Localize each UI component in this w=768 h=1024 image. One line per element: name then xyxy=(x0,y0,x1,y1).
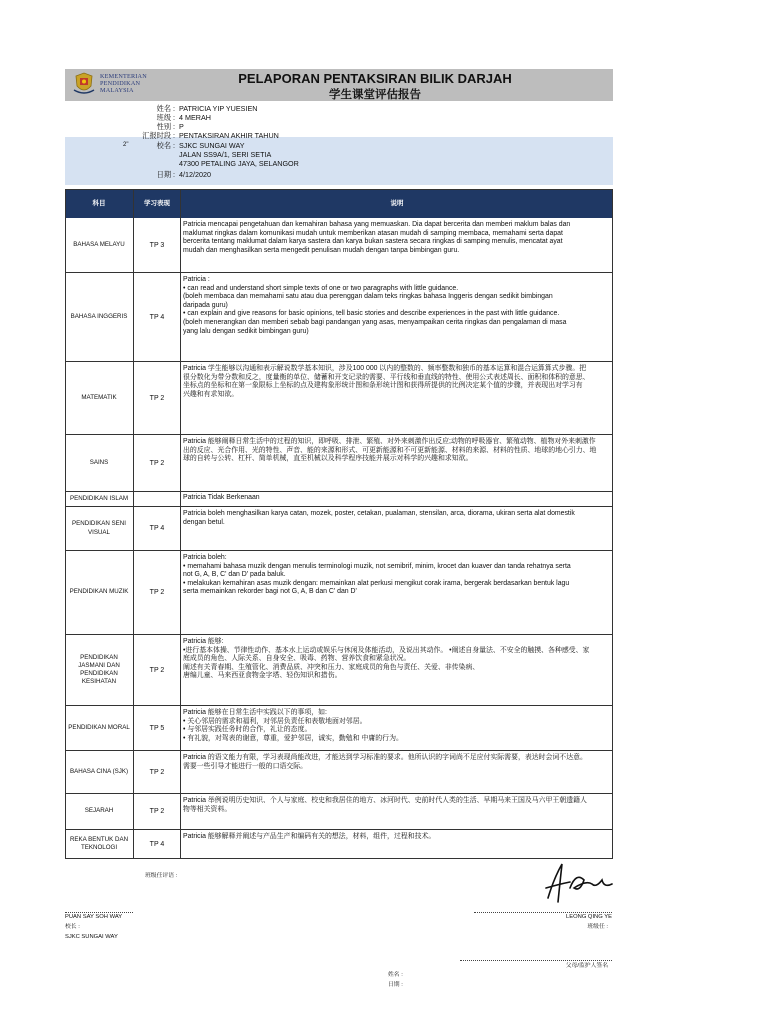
class-label: 班级 : xyxy=(156,113,175,122)
description-cell: Patricia 举例说明历史知识、个人与家庭、校史和我居住的地方、冰河时代、史前时代人类的生活、早期马来王国及马六甲王朝遗籍人 物等相关资料。 xyxy=(183,797,587,813)
table-row xyxy=(65,706,613,751)
header-description: 说明 xyxy=(390,200,404,207)
performance-level-cell: TP 2 xyxy=(149,589,165,596)
class-teacher-name: LEONG QING YE xyxy=(566,914,612,920)
description-cell: Patricia 学生能够以沟通和表示解说数学基本知识，涉及100 000 以内的整数的、频率整数和独币的基本运算和混合运算算式步骤。把 很分数化为带分数和反之，度量衡的单位、储蓄和开支记录的需要、平行线和垂直线的特性、使用公式表述周长、面积和体积的意思、 坐标点的坐标和在第一象限标上坐标的点及建构象形统计图和条形统计图和获得所提供的比例决定某个值的步骤，并表现出对学习有 兴趣和有求知欲。 xyxy=(183,365,590,398)
ministry-name: KEMENTERIAN PENDIDIKAN MALAYSIA xyxy=(100,73,147,94)
report-date: 4/12/2020 xyxy=(179,170,211,179)
head-signature-line xyxy=(65,912,133,913)
column-divider xyxy=(180,189,181,859)
header-performance: 学习表现 xyxy=(144,200,170,207)
ministry-crest-icon xyxy=(73,72,95,96)
subject-cell: SAINS xyxy=(89,458,109,466)
subject-cell: BAHASA INGGERIS xyxy=(70,312,128,320)
student-gender: P xyxy=(179,122,184,131)
table-row xyxy=(65,218,613,273)
school-name: SJKC SUNGAI WAY xyxy=(179,141,245,150)
report-header xyxy=(65,69,613,185)
head-teacher-school: SJKC SUNGAI WAY xyxy=(65,934,118,940)
performance-level-cell: TP 2 xyxy=(149,666,165,674)
table-row xyxy=(65,751,613,794)
school-label: 校名 : xyxy=(156,141,175,150)
class-teacher-role: 班级任 : xyxy=(587,924,608,930)
performance-level-cell: TP 2 xyxy=(149,394,165,402)
subject-cell: BAHASA MELAYU xyxy=(73,240,125,248)
school-address-2: 47300 PETALING JAYA, SELANGOR xyxy=(179,159,299,168)
student-name: PATRICIA YIP YUESIEN xyxy=(179,104,258,113)
name-label: 姓名 : xyxy=(156,104,175,113)
description-cell: Patricia 能够: •进行基本体操、节律性动作、基本水上运动或娱乐与休闲及体能活动，及说出其动作。 •阐述自身量法、不安全的触摸、各种感受、家 庭成员的角色、人际关系、自身安全、吸毒、药物、营养饮食和紧急状况。 阐述有关青春期、生殖管化、消费品质、冲突和压力、家庭成员的角色与责任、关爱、非传染病、 唐编儿童、马来西亚食物金字塔、轻伤知识和措伤。 xyxy=(183,638,590,680)
marker-text: 2" xyxy=(123,142,129,148)
description-cell: Patricia boleh menghasilkan karya catan, mozek, poster, cetakan, pualaman, stensilan, arca, diorama, ukiran serta alat domestik dengan betul. xyxy=(183,510,575,526)
description-cell: Patricia 能够在日常生活中实践以下的事项，如: • 关心邻居的需求和福利，对邻居负责任和表敬地面对邻居。 • 与邻居实践任务时的合作，礼让的态度。 • 有礼貌，对驾表的谢意，尊重，爱护邻居，诚实，勤勉和 中庸的行为。 xyxy=(183,709,403,742)
table-row xyxy=(65,435,613,492)
subject-cell: SEJARAH xyxy=(84,807,114,815)
parent-signature-label: 父母/监护人签名 xyxy=(565,963,608,969)
sign-date-label: 日期 : xyxy=(388,982,403,988)
table-row xyxy=(65,830,613,859)
report-period: PENTAKSIRAN AKHIR TAHUN xyxy=(179,131,279,140)
subject-cell: BAHASA CINA (SJK) xyxy=(69,767,129,775)
description-cell: Patricia boleh: • memahami bahasa muzik dengan menulis terminologi muzik, not semibrif, minim, krocet dan kuaver dan tanda rehatnya serta not G, A, B, C' dan D' pada baluk. • melakukan kemahiran asas muzik dengan: memainkan alat perkusi mengikut corak irama, bergerak berdasarkan bentuk lagu serta memainkan rekorder bagi not G, A, B dan C' dan D' xyxy=(183,554,571,596)
performance-level-cell: TP 4 xyxy=(149,840,165,848)
column-divider xyxy=(65,189,66,859)
column-divider xyxy=(612,189,613,859)
table-row xyxy=(65,794,613,830)
table-row xyxy=(65,635,613,706)
school-address-1: JALAN SS9A/1, SERI SETIA xyxy=(179,150,272,159)
performance-level-cell: TP 4 xyxy=(149,525,165,532)
date-label: 日期 : xyxy=(156,170,175,179)
period-label: 汇报时段 : xyxy=(142,131,175,140)
table-header xyxy=(65,189,613,218)
performance-level-cell: TP 3 xyxy=(149,241,165,249)
table-row xyxy=(65,551,613,635)
table-row xyxy=(65,492,613,507)
performance-level-cell: TP 2 xyxy=(149,459,165,467)
table-row xyxy=(65,507,613,551)
table-top-border xyxy=(65,189,613,190)
description-cell: Patricia Tidak Berkenaan xyxy=(183,494,260,501)
subject-cell: PENDIDIKAN ISLAM xyxy=(69,494,129,502)
description-cell: Patricia 的语文能力有限，学习表现尚能改进，才能达到学习标准的要求。他所认识的字词尚不足应付实际需要，表达时会词不达意。 需要一些引导才能进行一般的口语交际。 xyxy=(183,754,587,770)
parent-signature-line xyxy=(460,960,612,961)
description-cell: Patricia : • can read and understand short simple texts of one or two paragraphs with little guidance. (boleh membaca dan memahami satu atau dua perenggan dalam teks ringkas bahasa Inggeris dengan sedikit bimbingan daripada guru) • can explain and give reasons for basic opinions, tell basic stories and describe experiences in the past with little guidance. (boleh menerangkan dan memberi sebab bagi pandangan yang asas, menyampaikan cerita ringkas dan pengalaman di masa yang lalu dengan sedikit bimbingan guru) xyxy=(183,276,567,335)
subject-cell: PENDIDIKAN JASMANI DAN PENDIDIKAN KESIHATAN xyxy=(78,653,120,686)
report-title-malay: PELAPORAN PENTAKSIRAN BILIK DARJAH xyxy=(238,71,512,86)
assessment-table xyxy=(65,189,613,859)
teacher-signature-icon xyxy=(540,858,620,908)
performance-level-cell: TP 2 xyxy=(149,768,165,776)
teacher-signature-line xyxy=(474,912,612,913)
description-cell: Patricia 能够解释并阐述与产品生产和编码有关的想法，材料，组件，过程和技术。 xyxy=(183,833,436,840)
description-cell: Patricia 能够阐释日常生活中的过程的知识，即呼吸、排泄、繁殖、对外来刺激作出反应;动物的呼吸器官、繁殖动物、植物对外来刺激作 出的反应、光合作用、光的特性、声音、能的来源和形式、可更新能源和不可更新能源、材料的来源、材料的性质、地球的地心引力、地 球的自转与公转、杠杆、简单机械，直至机械以及科学程序技能并展示对科学的兴趣和求知欲。 xyxy=(183,438,597,463)
subject-cell: PENDIDIKAN MUZIK xyxy=(69,588,129,596)
header-subject: 科目 xyxy=(92,200,106,207)
subject-cell: PENDIDIKAN MORAL xyxy=(68,723,130,731)
table-row xyxy=(65,273,613,362)
performance-level-cell xyxy=(134,492,180,506)
performance-level-cell: TP 5 xyxy=(149,724,165,732)
head-teacher-role: 校长 : xyxy=(65,924,80,930)
head-teacher-name: PUAN SAY SOH WAY xyxy=(65,914,123,920)
column-divider xyxy=(133,189,134,859)
sign-name-label: 姓名 : xyxy=(388,972,403,978)
subject-cell: REKA BENTUK DAN TEKNOLOGI xyxy=(69,835,129,851)
subject-cell: MATEMATIK xyxy=(81,393,117,401)
performance-level-cell: TP 4 xyxy=(149,313,165,321)
description-cell: Patricia mencapai pengetahuan dan kemahiran bahasa yang memuaskan. Dia dapat bercerita dan memberi maklum balas dan maklumat ringkas dalam komunikasi mudah untuk memberikan atasan mudah di samping membaca, memahami serta dapat bercerita tentang maklumat dalam karya sastera dan karya bukan sastera secara ringkas di samping menulis, mencatat ayat mudah dan menghasilkan serta mengedit penulisan mudah dengan tanpa bimbingan guru. xyxy=(183,221,571,254)
subject-cell: PENDIDIKAN SENI VISUAL xyxy=(72,520,126,536)
teacher-evaluation-label: 班级任评语 : xyxy=(145,873,178,879)
table-row xyxy=(65,362,613,435)
performance-level-cell: TP 2 xyxy=(149,808,165,815)
report-title-chinese: 学生课堂评估报告 xyxy=(329,89,421,101)
gender-label: 性别 : xyxy=(156,122,175,131)
student-class: 4 MERAH xyxy=(179,113,211,122)
